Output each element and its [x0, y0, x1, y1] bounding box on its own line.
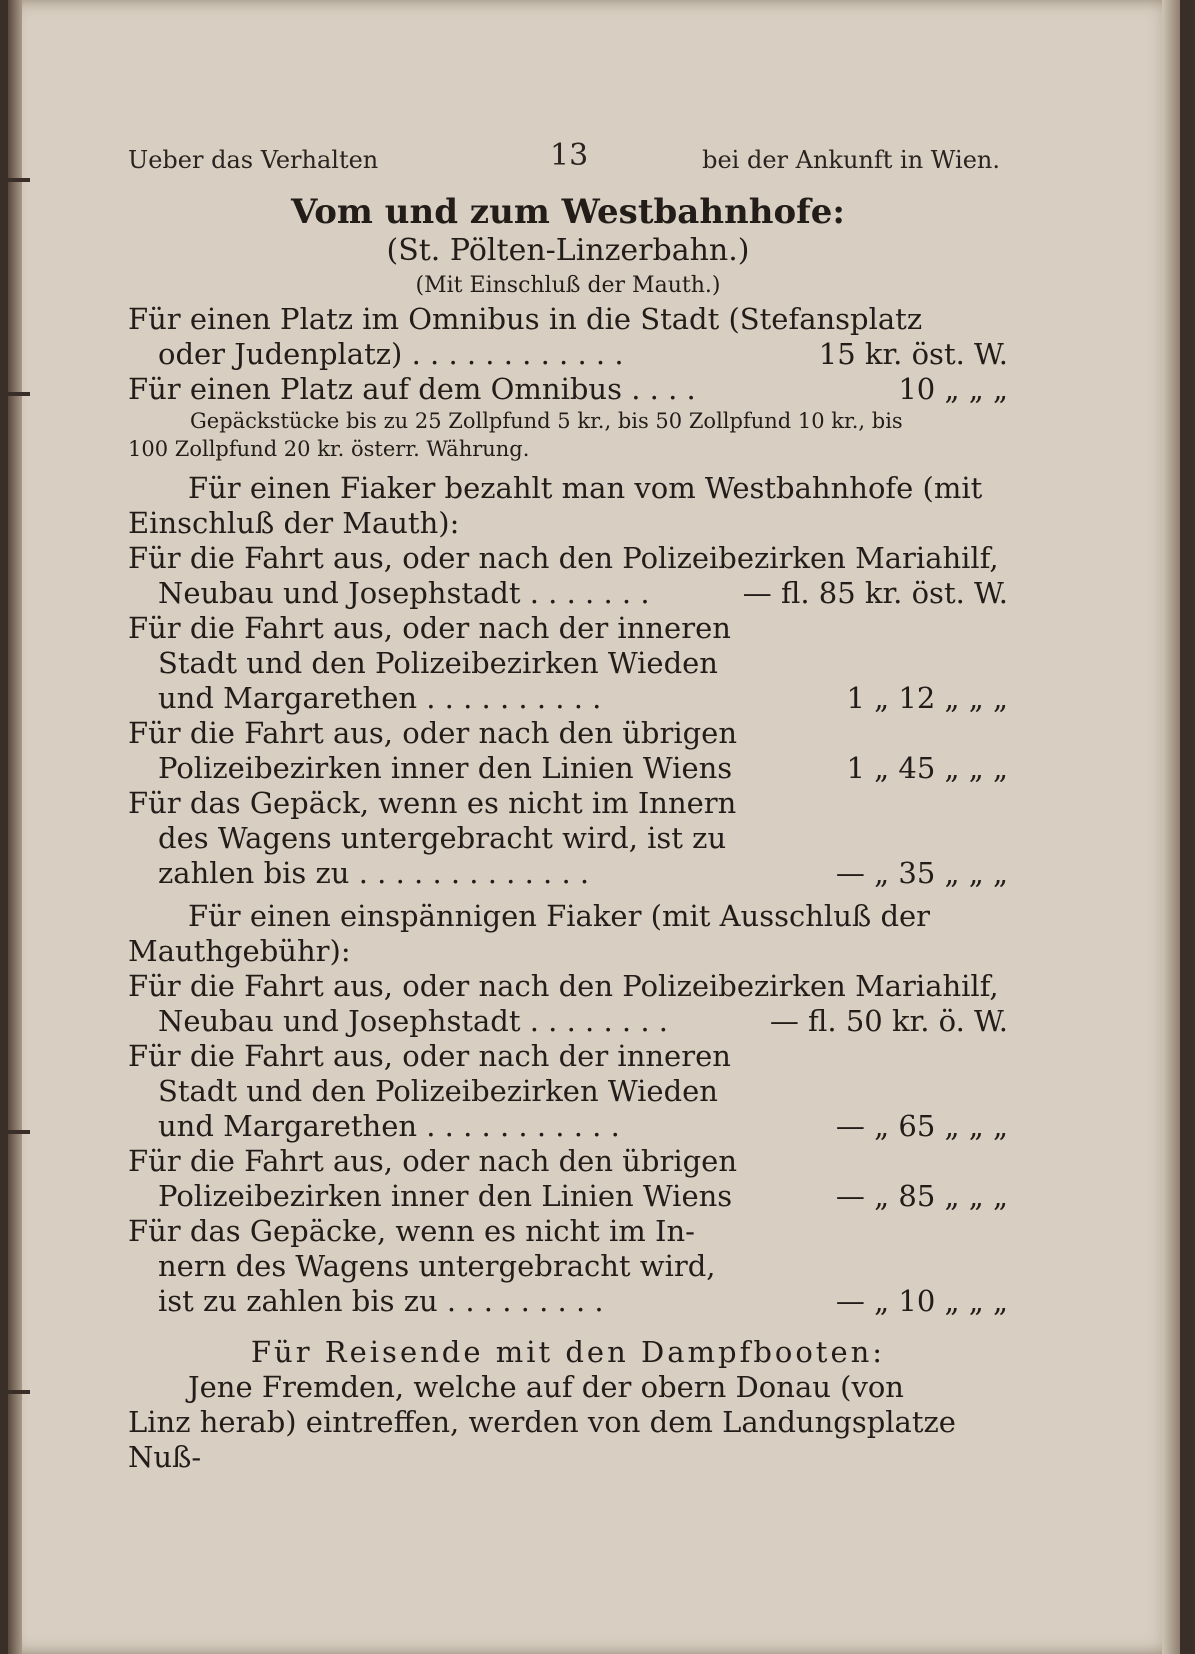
price-label: ist zu zahlen bis zu . . . . . . . . .: [158, 1284, 604, 1318]
text-line: Mauthgebühr):: [128, 934, 351, 968]
price-row: [128, 576, 1008, 611]
price-value: — fl. 85 kr. öst. W.: [742, 576, 1008, 610]
page-body: [128, 192, 1008, 1475]
price-label: Neubau und Josephstadt . . . . . . . .: [158, 1004, 669, 1038]
book-page: [8, 0, 1180, 1654]
einspaenner-block: [128, 899, 1008, 1319]
price-value: — „ 85 „ „ „: [835, 1179, 1008, 1213]
price-value: — „ 10 „ „ „: [835, 1284, 1008, 1318]
page-right-edge: [1162, 0, 1180, 1654]
page-number: 13: [550, 138, 589, 173]
text-line: nern des Wagens untergebracht wird,: [158, 1249, 716, 1283]
price-value: 1 „ 45 „ „ „: [846, 751, 1008, 785]
text-line: Stadt und den Polizeibezirken Wieden: [158, 646, 718, 680]
price-label: Für einen Platz auf dem Omnibus . . . .: [128, 372, 696, 406]
text-line: des Wagens untergebracht wird, ist zu: [158, 821, 727, 855]
text-line: Für die Fahrt aus, oder nach den Polizeibezirken Mariahilf,: [128, 541, 999, 575]
text-line: Für einen Fiaker bezahlt man vom Westbahnhofe (mit: [188, 471, 983, 505]
price-label: und Margarethen . . . . . . . . . .: [158, 681, 602, 715]
price-label: zahlen bis zu . . . . . . . . . . . . .: [158, 856, 590, 890]
text-line: Linz herab) eintreffen, werden von dem Landungsplatze Nuß-: [128, 1405, 956, 1474]
steamboat-block: [128, 1335, 1008, 1475]
omnibus-block: [128, 302, 1008, 463]
price-value: — „ 65 „ „ „: [835, 1109, 1008, 1143]
section-subtitle: (St. Pölten-Linzerbahn.): [386, 233, 750, 268]
binding-mark: [8, 178, 30, 182]
section-note: (Mit Einschluß der Mauth.): [415, 273, 721, 298]
text-line: Für einen Platz im Omnibus in die Stadt (Stefansplatz: [128, 302, 923, 336]
price-value: 15 kr. öst. W.: [818, 337, 1008, 371]
running-header: [120, 138, 1010, 178]
price-row: [128, 1004, 1008, 1039]
price-value: — „ 35 „ „ „: [835, 856, 1008, 890]
text-line: Für die Fahrt aus, oder nach der inneren: [128, 611, 731, 645]
price-value: — fl. 50 kr. ö. W.: [769, 1004, 1008, 1038]
price-row: [128, 1109, 1008, 1144]
text-line: Einschluß der Mauth):: [128, 506, 460, 540]
section-title: Vom und zum Westbahnhofe:: [291, 192, 845, 232]
price-value: 1 „ 12 „ „ „: [846, 681, 1008, 715]
price-label: Polizeibezirken inner den Linien Wiens: [158, 751, 733, 785]
price-label: und Margarethen . . . . . . . . . . .: [158, 1109, 620, 1143]
binding-mark: [8, 1390, 30, 1394]
price-row: [128, 751, 1008, 786]
price-label: oder Judenplatz) . . . . . . . . . . . .: [158, 337, 624, 371]
price-row: [128, 856, 1008, 891]
steamboat-title: Für Reisende mit den Dampfbooten:: [250, 1335, 886, 1369]
text-line: Für die Fahrt aus, oder nach der inneren: [128, 1039, 731, 1073]
fiaker-block: [128, 471, 1008, 891]
text-line: Für die Fahrt aus, oder nach den übrigen: [128, 1144, 738, 1178]
text-line: Für einen einspännigen Fiaker (mit Ausschluß der: [188, 899, 931, 933]
text-line: Gepäckstücke bis zu 25 Zollpfund 5 kr., bis 50 Zollpfund 10 kr., bis: [190, 409, 903, 433]
text-line: 100 Zollpfund 20 kr. österr. Währung.: [128, 437, 530, 461]
text-line: Stadt und den Polizeibezirken Wieden: [158, 1074, 718, 1108]
price-row: [128, 372, 1008, 407]
price-label: Polizeibezirken inner den Linien Wiens: [158, 1179, 733, 1213]
binding-mark: [8, 1130, 30, 1134]
luggage-note: [128, 407, 1008, 463]
price-row: [128, 1284, 1008, 1319]
binding-mark: [8, 392, 30, 396]
price-row: [128, 1179, 1008, 1214]
price-row: [128, 337, 1008, 372]
text-line: Für das Gepäcke, wenn es nicht im In-: [128, 1214, 695, 1248]
header-left: Ueber das Verhalten: [128, 146, 379, 174]
page-binding-edge: [8, 0, 22, 1654]
text-line: Jene Fremden, welche auf der obern Donau (von: [188, 1370, 904, 1404]
text-line: Für die Fahrt aus, oder nach den Polizeibezirken Mariahilf,: [128, 969, 999, 1003]
header-right: bei der Ankunft in Wien.: [702, 146, 1000, 174]
price-label: Neubau und Josephstadt . . . . . . .: [158, 576, 650, 610]
text-line: Für das Gepäck, wenn es nicht im Innern: [128, 786, 737, 820]
price-row: [128, 681, 1008, 716]
price-value: 10 „ „ „: [898, 372, 1008, 406]
text-line: Für die Fahrt aus, oder nach den übrigen: [128, 716, 738, 750]
